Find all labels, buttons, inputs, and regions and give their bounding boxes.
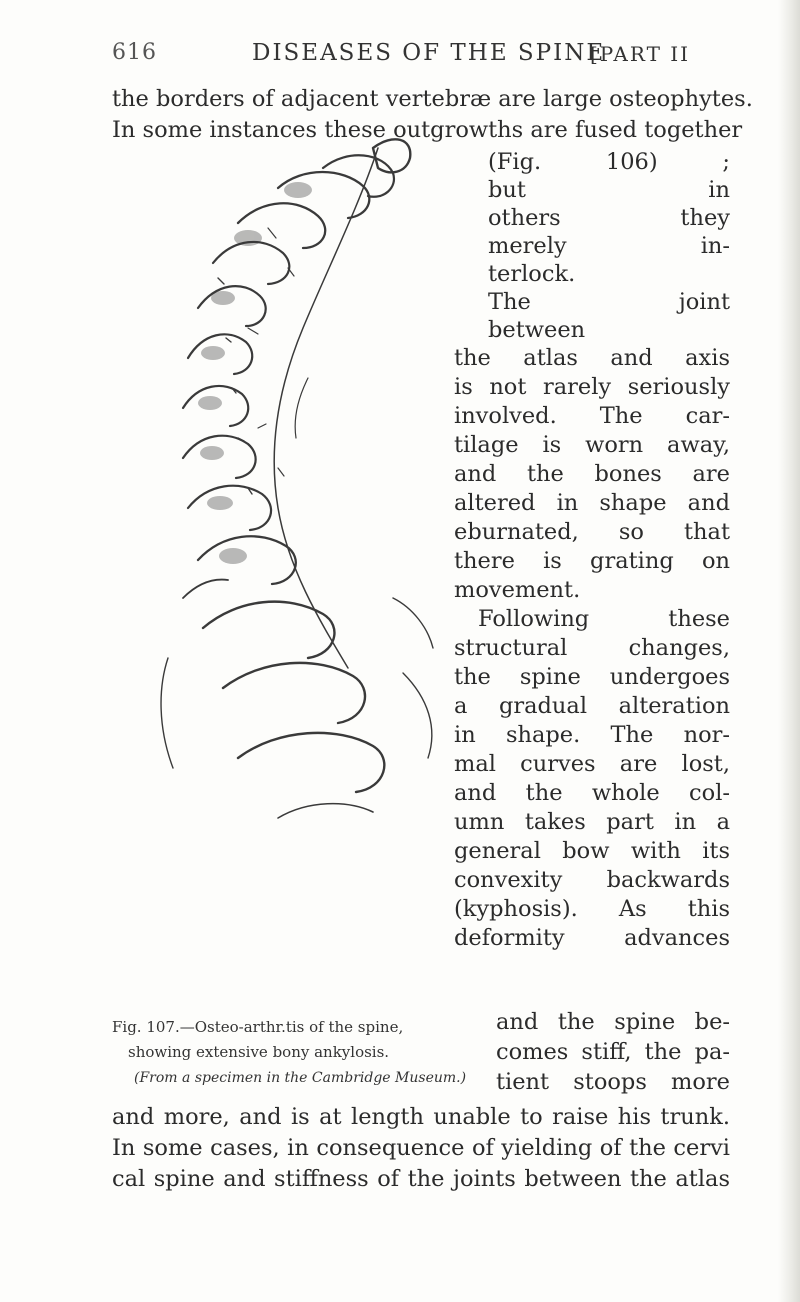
text-line: In some instances these outgrowths are fused together [112, 117, 743, 143]
text-line: the borders of adjacent vertebræ are large osteophytes. [112, 86, 753, 112]
text-line: tilage is worn away, [454, 432, 730, 458]
text-line: and the bones are [454, 461, 730, 487]
text-line: eburnated, so that [454, 519, 730, 545]
text-line: terlock. [488, 261, 576, 287]
text-line: but in [488, 177, 730, 203]
page-header [112, 40, 752, 80]
spine-illustration [128, 128, 488, 858]
text-line: the spine undergoes [454, 664, 730, 690]
page-number: 616 [112, 40, 157, 65]
text-line: altered in shape and [454, 490, 730, 516]
figure-caption: showing extensive bony ankylosis. [128, 1043, 390, 1061]
text-line: merely in- [488, 233, 730, 259]
text-line: (kyphosis). As this [454, 896, 730, 922]
text-line: The joint [488, 289, 730, 315]
text-line: deformity advances [454, 925, 730, 951]
page-edge-shadow [778, 0, 800, 1302]
text-line: is not rarely seriously [454, 374, 730, 400]
figure-source: (From a specimen in the Cambridge Museum.) [134, 1070, 467, 1086]
text-line: a gradual alteration [454, 693, 730, 719]
text-line: and the spine be- [496, 1009, 730, 1035]
text-line: tient stoops more [496, 1069, 730, 1095]
text-line: and more, and is at length unable to raise his trunk. [112, 1104, 730, 1130]
text-line: convexity backwards [454, 867, 730, 893]
text-line: movement. [454, 577, 581, 603]
text-line: (Fig. 106) ; [488, 149, 730, 175]
text-line: comes stiff, the pa- [496, 1039, 730, 1065]
text-line: mal curves are lost, [454, 751, 730, 777]
part-label: [PART II [590, 42, 691, 66]
text-line: cal spine and stiffness of the joints between the atlas [112, 1166, 730, 1192]
text-line: umn takes part in a [454, 809, 730, 835]
text-line: others they [488, 205, 730, 231]
text-line: there is grating on [454, 548, 730, 574]
text-line: and the whole col- [454, 780, 730, 806]
figure-caption: Fig. 107.—Osteo-arthr.tis of the spine, [112, 1018, 404, 1036]
text-line: general bow with its [454, 838, 730, 864]
running-title: DISEASES OF THE SPINE [252, 40, 606, 66]
text-line: in shape. The nor- [454, 722, 730, 748]
text-line: Following these [478, 606, 730, 632]
text-line: involved. The car- [454, 403, 730, 429]
text-line: structural changes, [454, 635, 730, 661]
text-line: between [488, 317, 586, 343]
text-line: In some cases, in consequence of yielding of the cervi [112, 1135, 730, 1161]
text-line: the atlas and axis [454, 345, 730, 371]
